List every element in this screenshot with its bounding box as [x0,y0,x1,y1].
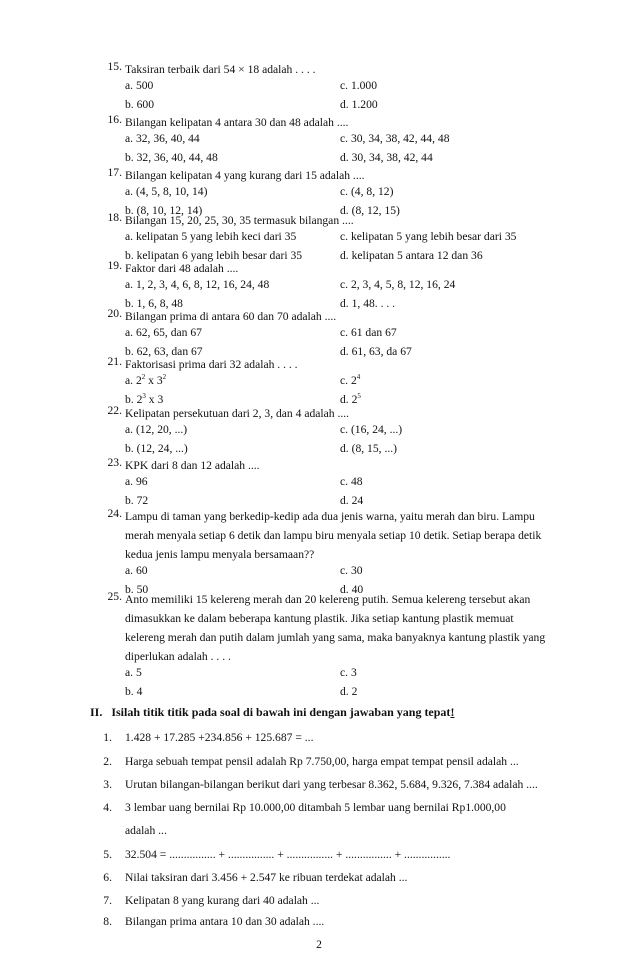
question-text-line: merah menyala setiap 6 detik dan lampu biru menyala setiap 10 detik. Setiap berapa detik [125,529,542,542]
question-text-line: Anto memiliki 15 kelereng merah dan 20 kelereng putih. Semua kelereng tersebut akan [125,593,531,606]
option-c: c. 1.000 [340,79,378,92]
section-instruction: Isilah titik titik pada soal di bawah ini dengan jawaban yang tepat [111,705,451,719]
item-number: 5. [103,848,112,861]
option-c: c. 30, 34, 38, 42, 44, 48 [340,132,450,145]
option-a: a. $2^2$ x $3^2$ [125,373,167,387]
page-number: 2 [316,938,322,951]
section-exclamation: ! [450,705,455,719]
option-a: a. 32, 36, 40, 44 [125,132,200,145]
option-a: a. 96 [125,475,148,488]
option-a: a. 60 [125,564,148,577]
option-b: b. 32, 36, 40, 44, 48 [125,151,218,164]
question-text-line: dimasukkan ke dalam beberapa kantung plastik. Jika setiap kantung plastik memuat [125,612,514,625]
section-heading [90,705,454,720]
option-c: c. 61 dan 67 [340,326,397,339]
item-text: 32.504 = ................ + ................ + ................ + ................ + ................ [125,848,451,861]
item-text: 3 lembar uang bernilai Rp 10.000,00 ditambah 5 lembar uang bernilai Rp1.000,00 [125,801,506,814]
option-d: d. kelipatan 5 antara 12 dan 36 [340,249,483,262]
option-c: c. 3 [340,666,357,679]
item-text: Kelipatan 8 yang kurang dari 40 adalah ... [125,894,320,907]
option-c: c. kelipatan 5 yang lebih besar dari 35 [340,230,517,243]
option-c: c. 2, 3, 4, 5, 8, 12, 16, 24 [340,278,456,291]
question-text: Faktorisasi prima dari 32 adalah . . . . [125,358,298,371]
option-c: c. (16, 24, ...) [340,423,403,436]
item-text: 1.428 + 17.285 +234.856 + 125.687 = ... [125,731,314,744]
question-number: 20. [107,307,122,320]
option-d: d. 61, 63, da 67 [340,345,412,358]
question-text-line: kelereng merah dan putih dalam jumlah yang sama, maka banyaknya kantung plastik yang [125,631,546,644]
option-a: a. 5 [125,666,142,679]
option-d: d. 24 [340,494,364,507]
option-d: d. $2^5$ [340,392,361,406]
question-text: KPK dari 8 dan 12 adalah .... [125,459,260,472]
option-d: d. 2 [340,685,358,698]
option-b: b. (12, 24, ...) [125,442,188,455]
item-number: 8. [103,915,112,928]
item-text: Bilangan prima antara 10 dan 30 adalah .... [125,915,325,928]
option-b: b. 62, 63, dan 67 [125,345,203,358]
question-number: 22. [107,404,122,417]
option-b: b. 4 [125,685,143,698]
option-d: d. 30, 34, 38, 42, 44 [340,151,433,164]
option-a: a. 500 [125,79,154,92]
option-d: d. (8, 12, 15) [340,204,400,217]
item-text: Nilai taksiran dari 3.456 + 2.547 ke ribuan terdekat adalah ... [125,871,408,884]
item-number: 3. [103,778,112,791]
item-number: 1. [103,731,112,744]
option-d: d. 1.200 [340,98,378,111]
question-text: Faktor dari 48 adalah .... [125,262,239,275]
question-number: 25. [107,590,122,603]
option-a: a. 1, 2, 3, 4, 6, 8, 12, 16, 24, 48 [125,278,270,291]
option-d: d. (8, 15, ...) [340,442,397,455]
option-b: b. 72 [125,494,149,507]
option-c: c. $2^4$ [340,373,361,387]
question-text-line: diperlukan adalah . . . . [125,650,231,663]
question-text: Bilangan kelipatan 4 yang kurang dari 15 adalah .... [125,169,365,182]
option-c: c. (4, 8, 12) [340,185,394,198]
option-b: b. 50 [125,583,149,596]
option-b: b. 1, 6, 8, 48 [125,297,183,310]
question-number: 16. [107,113,122,126]
option-a: a. (12, 20, ...) [125,423,188,436]
item-number: 2. [103,755,112,768]
question-number: 18. [107,211,122,224]
question-text-line: Lampu di taman yang berkedip-kedip ada dua jenis warna, yaitu merah dan biru. Lampu [125,510,535,523]
option-b: b. kelipatan 6 yang lebih besar dari 35 [125,249,303,262]
question-text: Kelipatan persekutuan dari 2, 3, dan 4 adalah .... [125,407,350,420]
item-number: 4. [103,801,112,814]
question-number: 19. [107,259,122,272]
option-a: a. (4, 5, 8, 10, 14) [125,185,208,198]
section-label: II. [90,705,103,719]
item-text: Harga sebuah tempat pensil adalah Rp 7.750,00, harga empat tempat pensil adalah ... [125,755,519,768]
option-a: a. kelipatan 5 yang lebih keci dari 35 [125,230,297,243]
item-number: 6. [103,871,112,884]
option-b: b. 600 [125,98,154,111]
option-c: c. 48 [340,475,363,488]
question-number: 21. [107,355,122,368]
question-text: Bilangan 15, 20, 25, 30, 35 termasuk bilangan .... [125,214,354,227]
question-number: 24. [107,507,122,520]
option-b: b. (8, 10, 12, 14) [125,204,203,217]
option-d: d. 1, 48. . . . [340,297,396,310]
option-d: d. 40 [340,583,364,596]
item-text-continued: adalah ... [125,824,167,837]
question-text-line: kedua jenis lampu menyala bersamaan?? [125,548,315,561]
item-number: 7. [103,894,112,907]
question-number: 17. [107,166,122,179]
question-text: Bilangan kelipatan 4 antara 30 dan 48 adalah .... [125,116,349,129]
item-text: Urutan bilangan-bilangan berikut dari yang terbesar 8.362, 5.684, 9.326, 7.384 adalah .... [125,778,538,791]
option-a: a. 62, 65, dan 67 [125,326,202,339]
option-b: b. $2^3$ x 3 [125,392,164,406]
option-c: c. 30 [340,564,363,577]
question-number: 23. [107,456,122,469]
question-text: Taksiran terbaik dari 54 × 18 adalah . . . . [125,63,316,76]
question-text: Bilangan prima di antara 60 dan 70 adalah .... [125,310,337,323]
question-number: 15. [107,60,122,73]
